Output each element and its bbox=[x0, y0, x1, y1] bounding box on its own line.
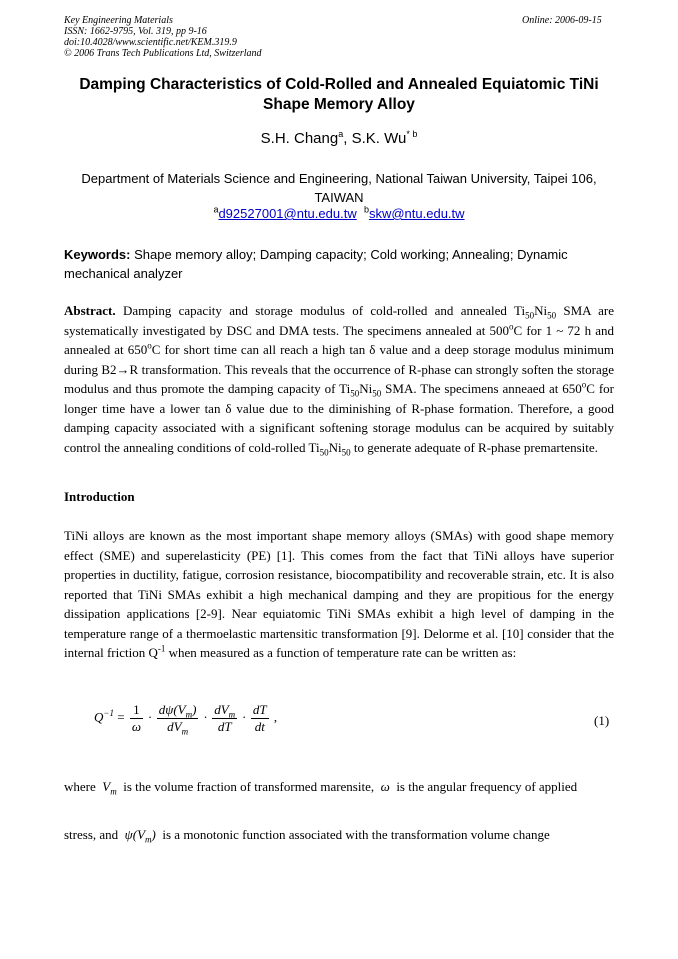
affiliation bbox=[40, 169, 638, 207]
eq-equals: = bbox=[117, 709, 125, 725]
abstract-text: Ni bbox=[534, 303, 548, 318]
keywords bbox=[64, 245, 614, 283]
eq-denominator bbox=[157, 719, 199, 735]
paper-title bbox=[40, 75, 638, 115]
abstract-text: to generate adequate of R-phase premartensite. bbox=[353, 439, 598, 455]
introduction-paragraph bbox=[64, 526, 614, 663]
doi[interactable]: doi:10.4028/www.scientific.net/KEM.319.9 bbox=[64, 37, 237, 48]
abstract-text: Ni bbox=[359, 381, 373, 396]
email-a-mark: a bbox=[213, 204, 219, 215]
intro-text: TiNi alloys are known as the most important shape memory alloys (SMAs) with good shape memory effect (SME) and superelasticity (PE) [1]. This comes from the fact that TiNi alloys have superior properties in ductility, fatigue, corrosion resistance, biocompatibility and recoverable strain, etc. It is also reported that TiNi SMAs exhibit a high mechanical damping and they are propitious for the energy dissipation applications [2-9]. Near equiatomic TiNi SMAs exhibit a high level of damping in the temperature range of a thermoelastic martensitic transformation [9]. Delorme et al. [10] consider that the internal friction Q bbox=[64, 528, 614, 660]
subscript: 50 bbox=[547, 310, 557, 321]
superscript: -1 bbox=[157, 643, 166, 654]
degree-mark: o bbox=[147, 340, 152, 351]
keywords-text: Shape memory alloy; Damping capacity; Cold working; Annealing; Dynamic mechanical analyzer bbox=[64, 247, 568, 281]
eq-denominator: dT bbox=[217, 719, 232, 734]
journal-header bbox=[64, 15, 262, 59]
abstract-text: SMA are systematically investigated by DSC and DMA tests. The specimens annealed at 500 bbox=[64, 303, 614, 338]
eq-denominator: dt bbox=[254, 719, 265, 734]
abstract bbox=[64, 301, 614, 457]
authors bbox=[40, 130, 638, 147]
eq-sub: m bbox=[228, 709, 236, 720]
title-line-1: Damping Characteristics of Cold-Rolled and Annealed Equiatomic TiNi bbox=[79, 76, 599, 93]
where-line bbox=[64, 779, 614, 795]
body-text: is the angular frequency of applied bbox=[396, 779, 578, 794]
author-separator: , bbox=[343, 130, 352, 147]
abstract-text: C for short time can all reach a high tan δ value and a deep storage modulus minimum during B2→R transformation. This reveals that the occurrence of R-phase can strongly soften the storage modulus and thus promote the damping capacity of Ti bbox=[64, 342, 614, 396]
eq-term: dV bbox=[167, 719, 182, 734]
eq-numerator: dT bbox=[252, 702, 267, 717]
abstract-text: Ni bbox=[328, 439, 342, 455]
author-1-affil-mark: a bbox=[338, 129, 344, 139]
eq-comma: , bbox=[273, 709, 278, 725]
math-var: V bbox=[102, 779, 111, 794]
subscript: 50 bbox=[341, 447, 351, 458]
emails bbox=[40, 206, 638, 221]
email-b-mark: b bbox=[363, 204, 369, 215]
eq-denominator: ω bbox=[131, 719, 141, 734]
eq-term: ) bbox=[192, 702, 197, 717]
stress-line bbox=[64, 827, 614, 843]
abstract-text: C for 1 ~ 72 h and annealed at 650 bbox=[64, 322, 614, 357]
body-text: is the volume fraction of transformed marensite, bbox=[123, 779, 375, 794]
author-1: S.H. Chang bbox=[260, 130, 339, 147]
degree-mark: o bbox=[581, 379, 587, 390]
eq-dot: · bbox=[242, 709, 246, 725]
subscript: 50 bbox=[372, 388, 382, 399]
eq-fraction-4 bbox=[251, 702, 269, 735]
affiliation-line-2: TAIWAN bbox=[314, 190, 364, 205]
abstract-text: C for longer time have a lower tan δ value due to the diminishing of R-phase formation. Therefore, a good damping capacity associated with a significant softening storage modulus can be acquired by suitably control the annealing conditions of cold-rolled Ti bbox=[64, 381, 614, 455]
eq-numerator bbox=[157, 702, 199, 719]
keywords-label: Keywords: bbox=[64, 247, 131, 262]
eq-sub: m bbox=[185, 709, 193, 720]
issn: ISSN: 1662-9795, Vol. 319, pp 9-16 bbox=[64, 26, 207, 37]
subscript: 50 bbox=[525, 310, 535, 321]
body-text: stress, and bbox=[64, 827, 119, 842]
abstract-text: Damping capacity and storage modulus of cold-rolled and annealed Ti bbox=[122, 303, 526, 318]
body-text: is a monotonic function associated with the transformation volume change bbox=[162, 827, 550, 842]
math-sub: m bbox=[110, 786, 117, 797]
eq-numerator bbox=[212, 702, 237, 719]
equation-1 bbox=[94, 702, 277, 735]
eq-numerator: 1 bbox=[130, 702, 143, 719]
affiliation-line-1: Department of Materials Science and Engineering, National Taiwan University, Taipei 106, bbox=[81, 171, 597, 186]
subscript: 50 bbox=[319, 447, 329, 458]
online-date: Online: 2006-09-15 bbox=[522, 15, 602, 26]
abstract-label: Abstract. bbox=[64, 303, 116, 318]
eq-dot: · bbox=[148, 709, 152, 725]
body-text: where bbox=[64, 779, 96, 794]
title-line-2: Shape Memory Alloy bbox=[263, 96, 415, 113]
intro-text: when measured as a function of temperature rate can be written as: bbox=[168, 645, 517, 660]
eq-term: dV bbox=[214, 702, 229, 717]
degree-mark: o bbox=[509, 321, 514, 332]
eq-fraction-2 bbox=[157, 702, 199, 735]
equation-number: (1) bbox=[594, 713, 610, 728]
math-var: ψ(V bbox=[124, 827, 146, 842]
journal-name: Key Engineering Materials bbox=[64, 15, 173, 26]
copyright: © 2006 Trans Tech Publications Ltd, Switzerland bbox=[64, 48, 262, 59]
email-link-a[interactable]: d92527001@ntu.edu.tw bbox=[218, 206, 357, 221]
author-2-affil-mark: * b bbox=[406, 129, 418, 139]
eq-sub: m bbox=[181, 726, 189, 737]
eq-term: dψ(V bbox=[158, 702, 186, 717]
email-link-b[interactable]: skw@ntu.edu.tw bbox=[368, 206, 465, 221]
eq-dot: · bbox=[203, 709, 207, 725]
math-var: ω bbox=[380, 779, 390, 794]
subscript: 50 bbox=[350, 388, 360, 399]
eq-fraction-1 bbox=[130, 702, 143, 735]
eq-lhs-exponent: −1 bbox=[103, 708, 114, 719]
math-sub: m bbox=[145, 834, 152, 845]
author-2: S.K. Wu bbox=[351, 130, 407, 147]
eq-lhs: Q bbox=[94, 709, 104, 725]
math-var: ) bbox=[151, 827, 156, 842]
abstract-text: SMA. The specimens anneaed at 650 bbox=[385, 381, 582, 396]
section-heading-introduction: Introduction bbox=[64, 489, 135, 504]
eq-fraction-3 bbox=[212, 702, 237, 735]
